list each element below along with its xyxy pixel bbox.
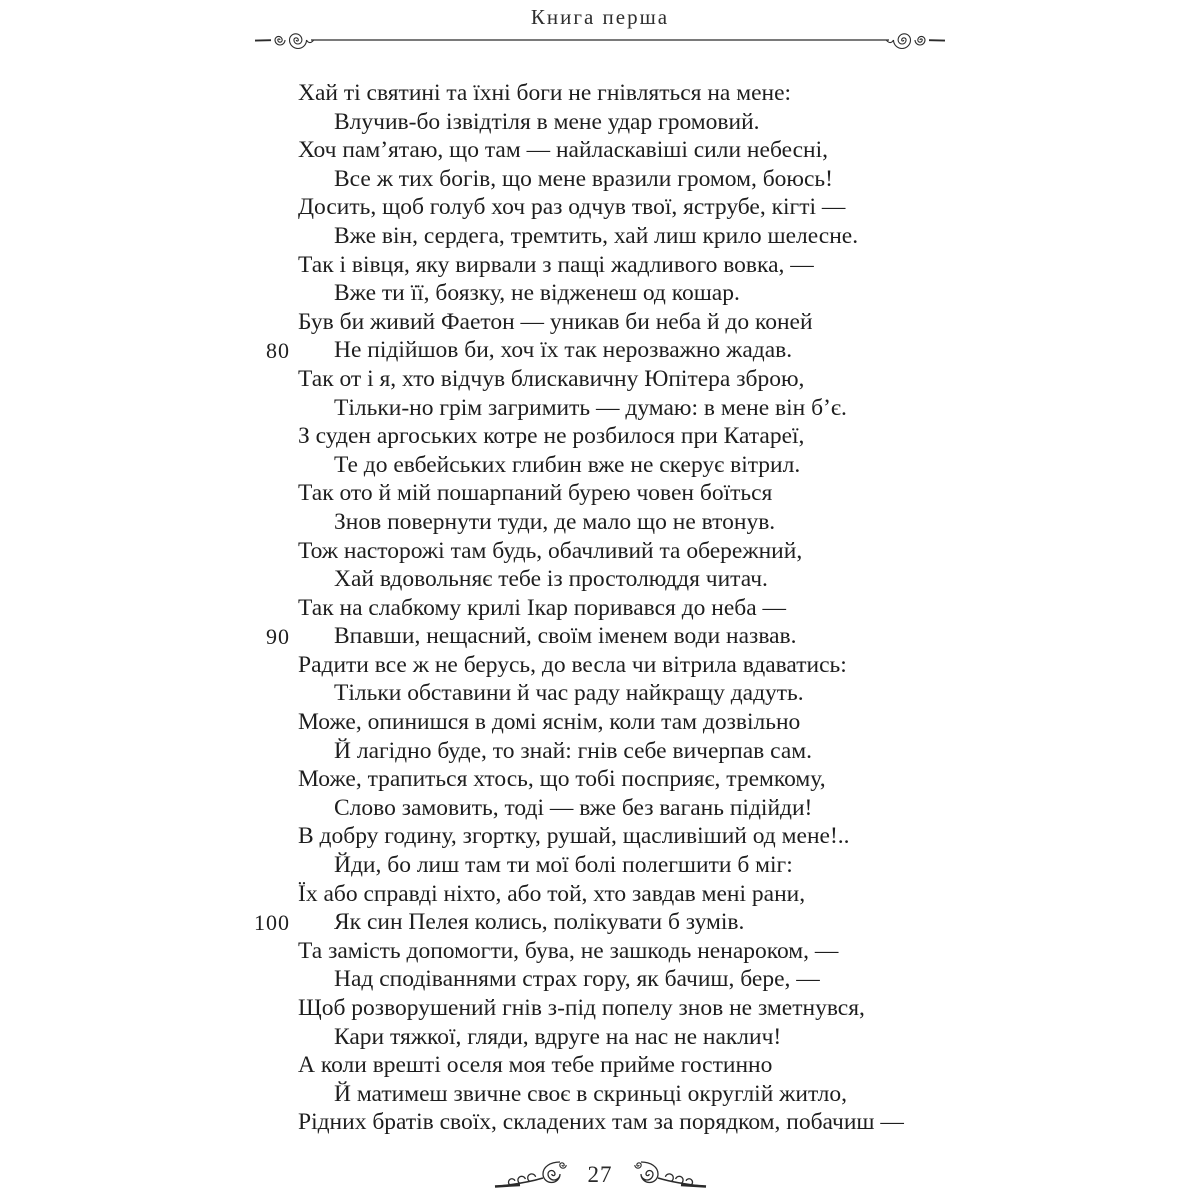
poem-line-text: Досить, щоб голуб хоч раз одчув твої, яструбе, кігті —: [298, 194, 846, 221]
poem-line: [298, 279, 978, 308]
header-divider-ornament-icon: [253, 28, 947, 52]
poem-line-text: Та замість допомогти, бува, не зашкодь ненароком, —: [298, 937, 839, 964]
poem-line: [298, 708, 978, 737]
poem-line: [298, 851, 978, 880]
poem-line: [298, 136, 978, 165]
poem-line-text: Влучив-бо ізвідтіля в мене удар громовий.: [334, 108, 760, 135]
verse-line-number: 90: [266, 624, 290, 650]
poem-line: [298, 451, 978, 480]
poem-line: [298, 1108, 978, 1137]
poem-line-text: Тільки-но грім загримить — думаю: в мене він б’є.: [334, 394, 847, 421]
poem-line: [298, 422, 978, 451]
poem-line: [298, 565, 978, 594]
poem-line-text: В добру годину, згортку, рушай, щасливіший од мене!..: [298, 823, 850, 850]
poem-line: [298, 251, 978, 280]
page-footer: [0, 1158, 1200, 1190]
footer-flourish-left-icon: [494, 1158, 568, 1190]
poem-line-text: Так от і я, хто відчув блискавичну Юпітера зброю,: [298, 365, 805, 392]
poem-line-text: З суден аргоських котре не розбилося при Катареї,: [298, 423, 805, 450]
poem-line-text: Може, трапиться хтось, що тобі посприяє, тремкому,: [298, 766, 826, 793]
poem-line: [298, 794, 978, 823]
poem-line: [298, 737, 978, 766]
poem-line: [298, 965, 978, 994]
poem-line-text: Все ж тих богів, що мене вразили громом, боюсь!: [334, 165, 833, 192]
poem-line-text: Вже він, сердега, тремтить, хай лиш крило шелесне.: [334, 222, 859, 249]
poem-line: [298, 651, 978, 680]
poem-line: [298, 1051, 978, 1080]
poem-line: [266, 622, 978, 651]
poem-line: [298, 79, 978, 108]
poem-line-text: Й матимеш звичне своє в скриньці округлій житло,: [334, 1080, 848, 1107]
poem-line-text: Слово замовить, тоді — вже без вагань підійди!: [334, 794, 813, 821]
poem-line: [298, 594, 978, 623]
poem-line: [298, 937, 978, 966]
poem-line-text: Так на слабкому крилі Ікар поривався до неба —: [298, 594, 787, 621]
poem-line: [298, 394, 978, 423]
poem-line: [298, 822, 978, 851]
poem-line-text: А коли врешті оселя моя тебе прийме гостинно: [298, 1052, 773, 1079]
page-number: 27: [587, 1162, 613, 1187]
poem-line: [298, 222, 978, 251]
poem-line-text: Кари тяжкої, гляди, вдруге на нас не наклич!: [334, 1023, 782, 1050]
poem-line: [298, 479, 978, 508]
verse-line-number: 80: [266, 338, 290, 364]
poem-line: [298, 193, 978, 222]
poem-line-text: Тільки обставини й час раду найкращу дадуть.: [334, 680, 804, 707]
poem-line-text: Радити все ж не берусь, до весла чи вітрила вдаватись:: [298, 651, 847, 678]
verse-line-number: 100: [254, 910, 290, 936]
poem-line: [298, 765, 978, 794]
poem-line-text: Хай ті святині та їхні боги не гнівляться на мене:: [298, 80, 792, 106]
poem-line-text: Так ото й мій пошарпаний бурею човен боїться: [298, 480, 773, 507]
poem-line: [298, 1023, 978, 1052]
poem-line: [298, 108, 978, 137]
poem-line-text: Над сподіваннями страх гору, як бачиш, бере, —: [334, 966, 820, 993]
poem-line-text: Так і вівця, яку вирвали з пащі жадливого вовка, —: [298, 251, 814, 278]
poem-line-text: Знов повернути туди, де мало що не втонув.: [334, 508, 776, 535]
poem-line: [298, 994, 978, 1023]
poem-line: [254, 908, 978, 937]
poem-line: [298, 537, 978, 566]
poem-line-text: Не підійшов би, хоч їх так нерозважно жадав.: [334, 337, 793, 364]
poem-line-text: Те до евбейських глибин вже не скерує вітрил.: [334, 451, 801, 478]
poem-line-text: Тож насторожі там будь, обачливий та обережний,: [298, 537, 803, 564]
poem-line-text: Вже ти її, боязку, не відженеш од кошар.: [334, 280, 740, 307]
poem-line-text: Впавши, нещасний, своїм іменем води назвав.: [334, 623, 797, 650]
poem-line: [298, 308, 978, 337]
footer-flourish-right-icon: [633, 1158, 707, 1190]
poem-line-text: Може, опинишся в домі яснім, коли там дозвільно: [298, 709, 801, 736]
poem-line: [298, 165, 978, 194]
poem-line: [298, 508, 978, 537]
poem-line-text: Їх або справді ніхто, або той, хто завдав мені рани,: [298, 880, 806, 907]
poem-text-block: [254, 79, 978, 1137]
poem-line: [298, 880, 978, 909]
poem-line: [298, 679, 978, 708]
chapter-title: Книга перша: [530, 5, 670, 29]
poem-line-text: Як син Пелея колись, полікувати б зумів.: [334, 909, 745, 936]
poem-line-text: Йди, бо лиш там ти мої болі полегшити б міг:: [334, 852, 793, 879]
poem-line-text: Хай вдовольняє тебе із простолюддя читач.: [334, 566, 768, 593]
poem-line: [266, 336, 978, 365]
poem-line-text: Був би живий Фаетон — уникав би неба й до коней: [298, 308, 813, 335]
poem-line-text: Й лагідно буде, то знай: гнів себе вичерпав сам.: [334, 737, 813, 764]
poem-line-text: Хоч пам’ятаю, що там — найласкавіші сили небесні,: [298, 137, 829, 164]
poem-line: [298, 365, 978, 394]
poem-line-text: Рідних братів своїх, складених там за порядком, побачиш —: [298, 1109, 904, 1136]
poem-line: [298, 1080, 978, 1109]
poem-line-text: Щоб розворушений гнів з-під попелу знов не зметнувся,: [298, 995, 865, 1021]
